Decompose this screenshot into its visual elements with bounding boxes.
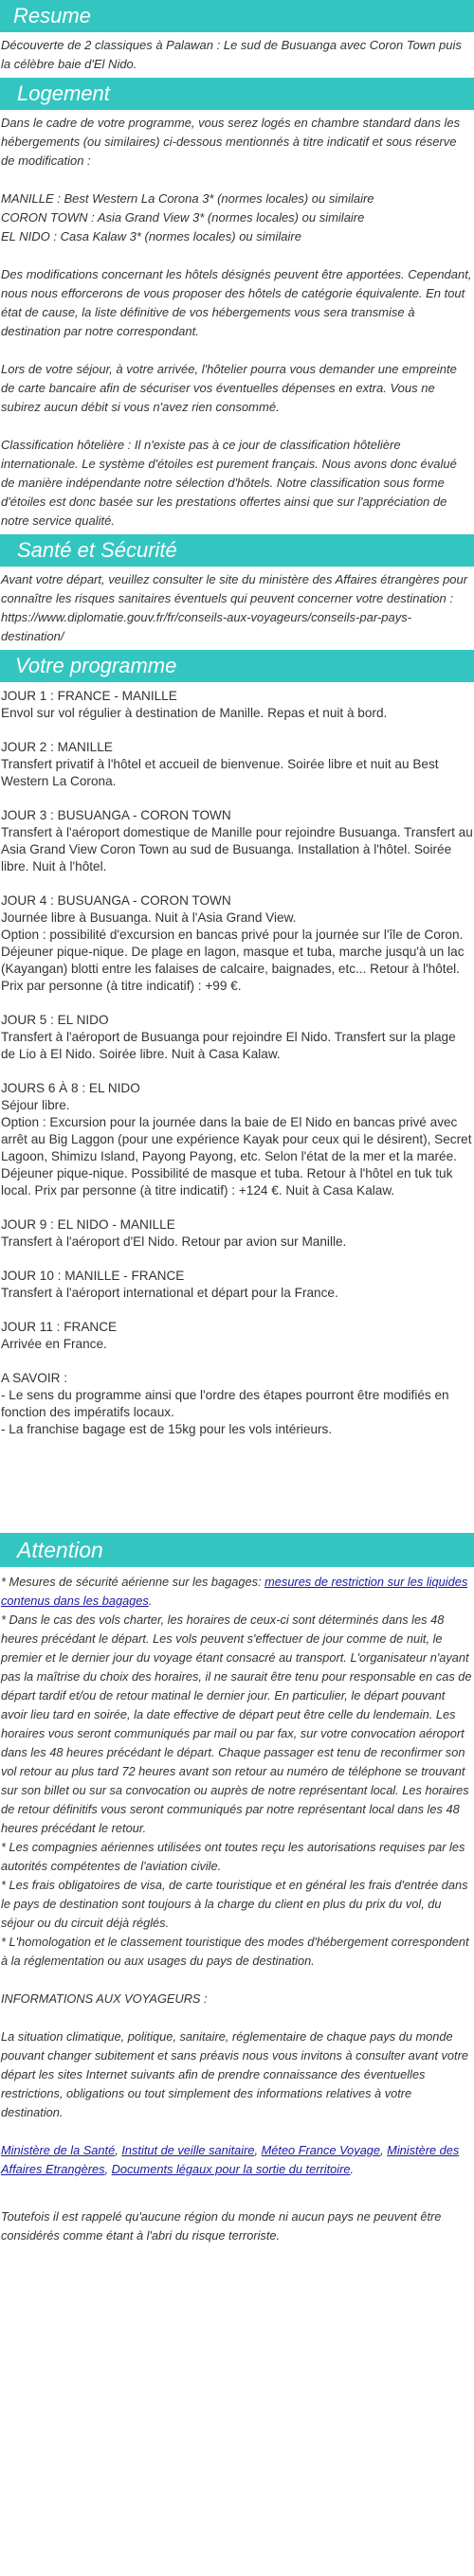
programme-day-heading: A SAVOIR : xyxy=(1,1371,68,1385)
sante-header: Santé et Sécurité xyxy=(0,534,474,567)
logement-empreinte: Lors de votre séjour, à votre arrivée, l'hôtelier pourra vous demander une empreinte de carte bancaire afin de sécuriser vos éventuelles dépenses en extra. Vous ne subirez aucun débit si vous n'avez rien consommé. xyxy=(1,362,457,414)
hotel-manille: MANILLE : Best Western La Corona 3* (normes locales) ou similaire xyxy=(1,191,374,206)
programme-day-line: Transfert privatif à l'hôtel et accueil de bienvenue. Soirée libre et nuit au Best Western La Corona. xyxy=(1,757,439,788)
programme-day-heading: JOUR 1 : FRANCE - MANILLE xyxy=(1,689,177,703)
programme-day-line: Transfert à l'aéroport d'El Nido. Retour par avion sur Manille. xyxy=(1,1234,347,1249)
programme-day-heading: JOUR 2 : MANILLE xyxy=(1,740,113,754)
attention-section xyxy=(0,1567,474,2245)
programme-day xyxy=(1,1012,473,1063)
info-voyageurs-text: La situation climatique, politique, sanitaire, réglementaire de chaque pays du monde pouvant changer subitement et sans préavis nous vous invitons à consulter avant votre départ les sites Internet suivants afin de prendre connaissance des éventuelles restrictions, obligations ou tout simplement des informations relatives à votre destination. xyxy=(1,2029,468,2119)
resume-section xyxy=(0,32,474,78)
programme-day-heading: JOUR 11 : FRANCE xyxy=(1,1320,118,1334)
logement-header: Logement xyxy=(0,78,474,110)
programme-day-heading: JOUR 10 : MANILLE - FRANCE xyxy=(1,1269,185,1283)
documents-legaux-link[interactable]: Documents légaux pour la sortie du territoire xyxy=(111,2162,351,2176)
link-separator: , xyxy=(380,2143,388,2157)
programme-day xyxy=(1,1268,473,1302)
info-links xyxy=(1,2141,473,2179)
logement-intro: Dans le cadre de votre programme, vous serez logés en chambre standard dans les hébergements (ou similaires) ci-dessous mentionnés à titre indicatif et sous réserve de modification : xyxy=(1,116,461,168)
hotel-el-nido: EL NIDO : Casa Kalaw 3* (normes locales) ou similaire xyxy=(1,229,301,243)
resume-header: Resume xyxy=(0,0,474,32)
programme-day-line: - Le sens du programme ainsi que l'ordre des étapes pourront être modifiés en fonction des impératifs locaux. xyxy=(1,1388,449,1419)
attention-visa: * Les frais obligatoires de visa, de carte touristique et en général les frais d'entrée dans le pays de destination sont toujours à la charge du client en plus du prix du vol, du séjour ou du circuit déjà réglés. xyxy=(1,1878,468,1930)
link-separator: , xyxy=(254,2143,262,2157)
hotel-coron: CORON TOWN : Asia Grand View 3* (normes locales) ou similaire xyxy=(1,210,365,225)
link-end: . xyxy=(350,2162,355,2176)
meteo-france-link[interactable]: Méteo France Voyage xyxy=(261,2143,381,2157)
logement-modifications: Des modifications concernant les hôtels désignés peuvent être apportées. Cependant, nous nous efforcerons de vous proposer des hôtels de catégorie équivalente. En tout état de cause, la liste définitive de vos hébergements vous sera transmise à destination par notre correspondant. xyxy=(1,267,472,338)
logement-section xyxy=(0,110,474,534)
programme-day-line: Option : Excursion pour la journée dans la baie de El Nido en bancas privé avec arrêt au Big Laggon (pour une expérience Kayak pour ceux qui le désirent), Secret Lagoon, Shimizu Island, Payong Payong, etc. Selon l'état de la mer et la marée. Déjeuner pique-nique. Possibilité de masque et tuba. Retour à l'hôtel en tuk tuk local. Prix par personne (à titre indicatif) : +124 €. Nuit à Casa Kalaw. xyxy=(1,1115,472,1198)
programme-day xyxy=(1,892,473,995)
sante-text: Avant votre départ, veuillez consulter le site du ministère des Affaires étrangères pour connaître les risques sanitaires éventuels qui peuvent concerner votre destination : https://www.diplomatie.gouv.fr/fr/conseils-aux-voyageurs/conseils-par-pays-destination/ xyxy=(1,572,468,643)
resume-text: Découverte de 2 classiques à Palawan : Le sud de Busuanga avec Coron Town puis la célèbre baie d'El Nido. xyxy=(1,38,462,71)
attention-bagages xyxy=(1,1573,473,1611)
programme-day xyxy=(1,1080,473,1199)
programme-day-line: Envol sur vol régulier à destination de Manille. Repas et nuit à bord. xyxy=(1,706,388,720)
attention-bagages-suffix: . xyxy=(148,1594,153,1608)
programme-day xyxy=(1,1319,473,1353)
programme-day-line: Séjour libre. xyxy=(1,1098,70,1112)
attention-charter: * Dans le cas des vols charter, les horaires de ceux-ci sont déterminés dans les 48 heures précédant le départ. Les vols peuvent s'effectuer de jour comme de nuit, le premier et le dernier jour du voyage étant consacré au transport. L'organisateur n'ayant pas la maîtrise du choix des horaires, il ne saurait être tenu pour responsable en cas de départ tardif et/ou de retour matinal le dernier jour. En particulier, le départ pouvant avoir lieu tard en soirée, la date effective de départ peut être celle du lendemain. Les horaires vous seront communiqués par mail ou par fax, sur votre convocation aéroport dans les 48 heures précédant le départ. Chaque passager est tenu de reconfirmer son vol retour au plus tard 72 heures avant son retour au numéro de téléphone se trouvant sur son billet ou sur sa convocation ou auprès de notre représentant local. Les horaires de retour définitifs vous seront communiqués par notre représentant local dans les 48 heures précédant le retour. xyxy=(1,1612,472,1835)
veille-sanitaire-link[interactable]: Institut de veille sanitaire xyxy=(121,2143,255,2157)
programme-day-line: Transfert à l'aéroport de Busuanga pour rejoindre El Nido. Transfert sur la plage de Lio à El Nido. Soirée libre. Nuit à Casa Kalaw. xyxy=(1,1030,456,1061)
programme-day-heading: JOUR 4 : BUSUANGA - CORON TOWN xyxy=(1,893,231,908)
programme-day-line: Option : possibilité d'excursion en bancas privé pour la journée sur l'île de Coron. Déjeuner pique-nique. De plage en lagon, masque et tuba, marche jusqu'à un lac (Kayangan) blotti entre les falaises de calcaire, baignades, etc... Retour à l'hôtel. Prix par personne (à titre indicatif) : +99 €. xyxy=(1,928,465,993)
programme-day xyxy=(1,807,473,875)
attention-bagages-prefix: * Mesures de sécurité aérienne sur les bagages: xyxy=(1,1575,265,1589)
programme-day-heading: JOURS 6 À 8 : EL NIDO xyxy=(1,1081,140,1095)
logement-classification: Classification hôtelière : Il n'existe pas à ce jour de classification hôtelière internationale. Le système d'étoiles est purement français. Nous avons donc évalué de manière indépendante notre sélection d'hôtels. Notre classification sous forme d'étoiles est donc basée sur les prestations offertes ainsi que sur l'appréciation de notre service qualité. xyxy=(1,438,457,528)
attention-header: Attention xyxy=(0,1533,474,1567)
programme-day-line: Arrivée en France. xyxy=(1,1337,107,1351)
programme-days xyxy=(0,682,474,1438)
attention-compagnies: * Les compagnies aériennes utilisées ont toutes reçu les autorisations requises par les autorités compétentes de l'aviation civile. xyxy=(1,1840,465,1873)
programme-day-heading: JOUR 3 : BUSUANGA - CORON TOWN xyxy=(1,808,231,822)
programme-day-line: Transfert à l'aéroport international et départ pour la France. xyxy=(1,1286,338,1300)
sante-section xyxy=(0,567,474,650)
programme-day xyxy=(1,1370,473,1438)
link-separator: , xyxy=(104,2162,112,2176)
affaires-etrangeres-link[interactable]: Ministère des Affaires Etrangères xyxy=(1,2143,460,2176)
attention-homologation: * L'homologation et le classement touristique des modes d'hébergement correspondent à la réglementation ou aux usages du pays de destination. xyxy=(1,1935,469,1968)
programme-day xyxy=(1,739,473,790)
ministere-sante-link[interactable]: Ministère de la Santé xyxy=(1,2143,116,2157)
terrorisme-notice: Toutefois il est rappelé qu'aucune région du monde ni aucun pays ne peuvent être considérés comme étant à l'abri du risque terroriste. xyxy=(1,2209,442,2243)
programme-day-heading: JOUR 5 : EL NIDO xyxy=(1,1013,109,1027)
info-voyageurs-title: INFORMATIONS AUX VOYAGEURS : xyxy=(1,1991,208,2006)
programme-day-line: Journée libre à Busuanga. Nuit à l'Asia Grand View. xyxy=(1,910,297,925)
liquides-restriction-link[interactable]: mesures de restriction sur les liquides contenus dans les bagages xyxy=(1,1575,468,1608)
link-separator: , xyxy=(115,2143,122,2157)
programme-day xyxy=(1,1216,473,1251)
programme-header: Votre programme xyxy=(0,650,474,682)
programme-day xyxy=(1,688,473,722)
programme-day-line: - La franchise bagage est de 15kg pour les vols intérieurs. xyxy=(1,1422,333,1436)
programme-day-line: Transfert à l'aéroport domestique de Manille pour rejoindre Busuanga. Transfert au Asia Grand View Coron Town au sud de Busuanga. Installation à l'hôtel. Soirée libre. Nuit à l'hôtel. xyxy=(1,825,473,874)
programme-day-heading: JOUR 9 : EL NIDO - MANILLE xyxy=(1,1217,175,1232)
